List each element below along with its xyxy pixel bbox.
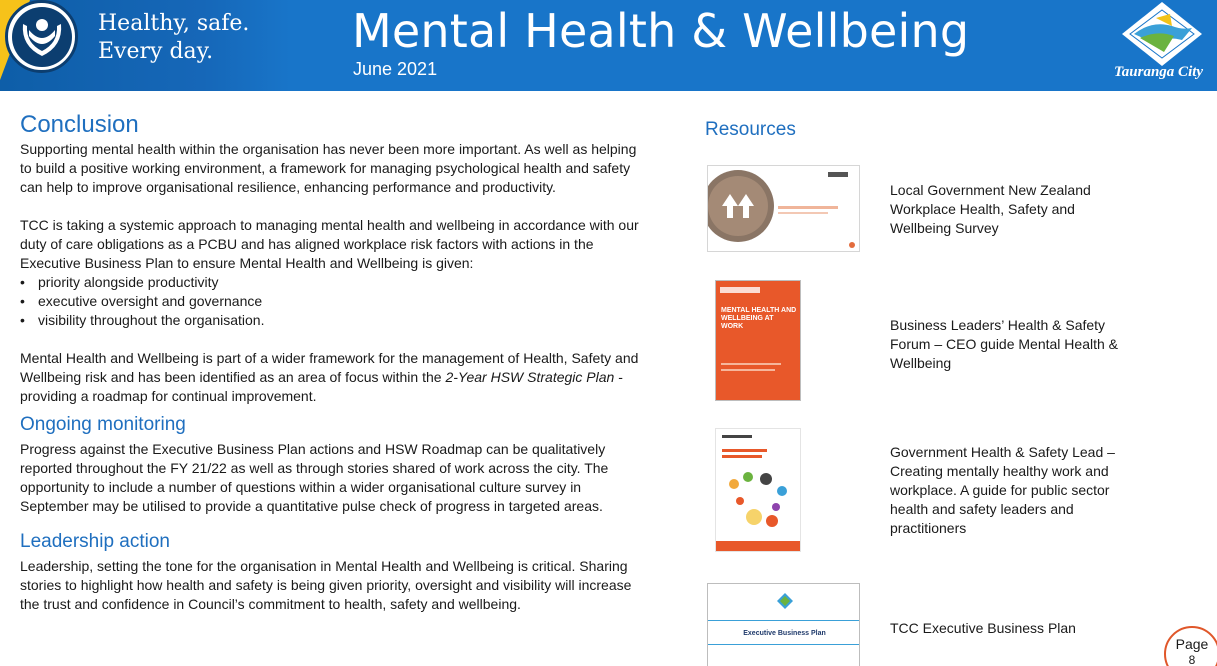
- conclusion-paragraph-3: [20, 349, 645, 406]
- slogan-line-2: Every day.: [98, 39, 214, 64]
- slogan-line-1: Healthy, safe.: [98, 11, 250, 36]
- tcc-mini-logo-icon: [776, 592, 794, 610]
- list-item: • visibility throughout the organisation.: [20, 311, 645, 330]
- page-date: June 2021: [353, 59, 438, 79]
- list-item: • priority alongside productivity: [20, 273, 645, 292]
- guide-cover-icon[interactable]: [715, 428, 801, 552]
- survey-cover-icon[interactable]: [707, 165, 860, 252]
- leadership-paragraph: Leadership, setting the tone for the organisation in Mental Health and Wellbeing is critical. Sharing stories to highlight how health and safety is being given priority, oversight and visibility will increase the trust and confidence in Council’s commitment to health, safety and wellbeing.: [20, 558, 632, 612]
- resource-label-4[interactable]: TCC Executive Business Plan: [890, 620, 1076, 636]
- monitoring-heading: Ongoing monitoring: [20, 414, 186, 435]
- header-slogan: [98, 10, 249, 66]
- resource-label-3[interactable]: Government Health & Safety Lead – Creating mentally healthy work and workplace. A guide for public sector health and safety leaders and practitioners: [890, 444, 1115, 536]
- healthy-safe-logo-icon: [5, 0, 78, 73]
- conclusion-heading: Conclusion: [20, 111, 139, 138]
- monitoring-paragraph: Progress against the Executive Business Plan actions and HSW Roadmap can be qualitatively reported throughout the FY 21/22 as well as through stories shared of work across the city. The opportunity to include a number of questions within a wider organisational culture survey in September may be utilised to provide a quantitative pulse check of progress in targeted areas.: [20, 441, 609, 514]
- paragraph-text: Mental Health and Wellbeing is part of a wider framework for the management of Health, Safety and Wellbeing risk and has been identified as an area of focus within the: [20, 350, 639, 385]
- list-item: • executive oversight and governance: [20, 292, 645, 311]
- page-number: 8: [1188, 653, 1196, 666]
- conclusion-bullet-list: [20, 273, 645, 330]
- strategic-plan-title: 2-Year HSW Strategic Plan: [445, 369, 615, 385]
- resource-label-2[interactable]: Business Leaders’ Health & Safety Forum – CEO guide Mental Health & Wellbeing: [890, 317, 1118, 371]
- paragraph-text: - providing a roadmap for continual improvement.: [20, 369, 623, 404]
- guide-cover-icon[interactable]: [715, 280, 801, 401]
- resources-heading: Resources: [705, 119, 796, 140]
- guide-cover-title: MENTAL HEALTH AND WELLBEING AT WORK: [721, 307, 797, 330]
- page-label: Page: [1175, 636, 1209, 652]
- page-title: Mental Health & Wellbeing: [352, 4, 970, 58]
- conclusion-paragraph-2: TCC is taking a systemic approach to managing mental health and wellbeing in accordance with our duty of care obligations as a PCBU and has aligned workplace risk factors with actions in the Executive Business Plan to ensure Mental Health and Wellbeing is given:: [20, 217, 639, 271]
- leadership-heading: Leadership action: [20, 531, 170, 552]
- plan-cover-icon[interactable]: [707, 583, 860, 666]
- plan-cover-title: Executive Business Plan: [743, 630, 826, 637]
- conclusion-paragraph-1: Supporting mental health within the organisation has never been more important. As well as helping to build a positive working environment, a framework for managing psychological health and safety can help to improve organisational resilience, enhancing performance and productivity.: [20, 141, 637, 195]
- header-banner: [0, 0, 1217, 91]
- page-number-badge: [1164, 626, 1217, 666]
- resource-label-1[interactable]: Local Government New Zealand Workplace Health, Safety and Wellbeing Survey: [890, 182, 1091, 236]
- left-column: [20, 110, 645, 614]
- brand-name: Tauranga City: [1114, 64, 1204, 80]
